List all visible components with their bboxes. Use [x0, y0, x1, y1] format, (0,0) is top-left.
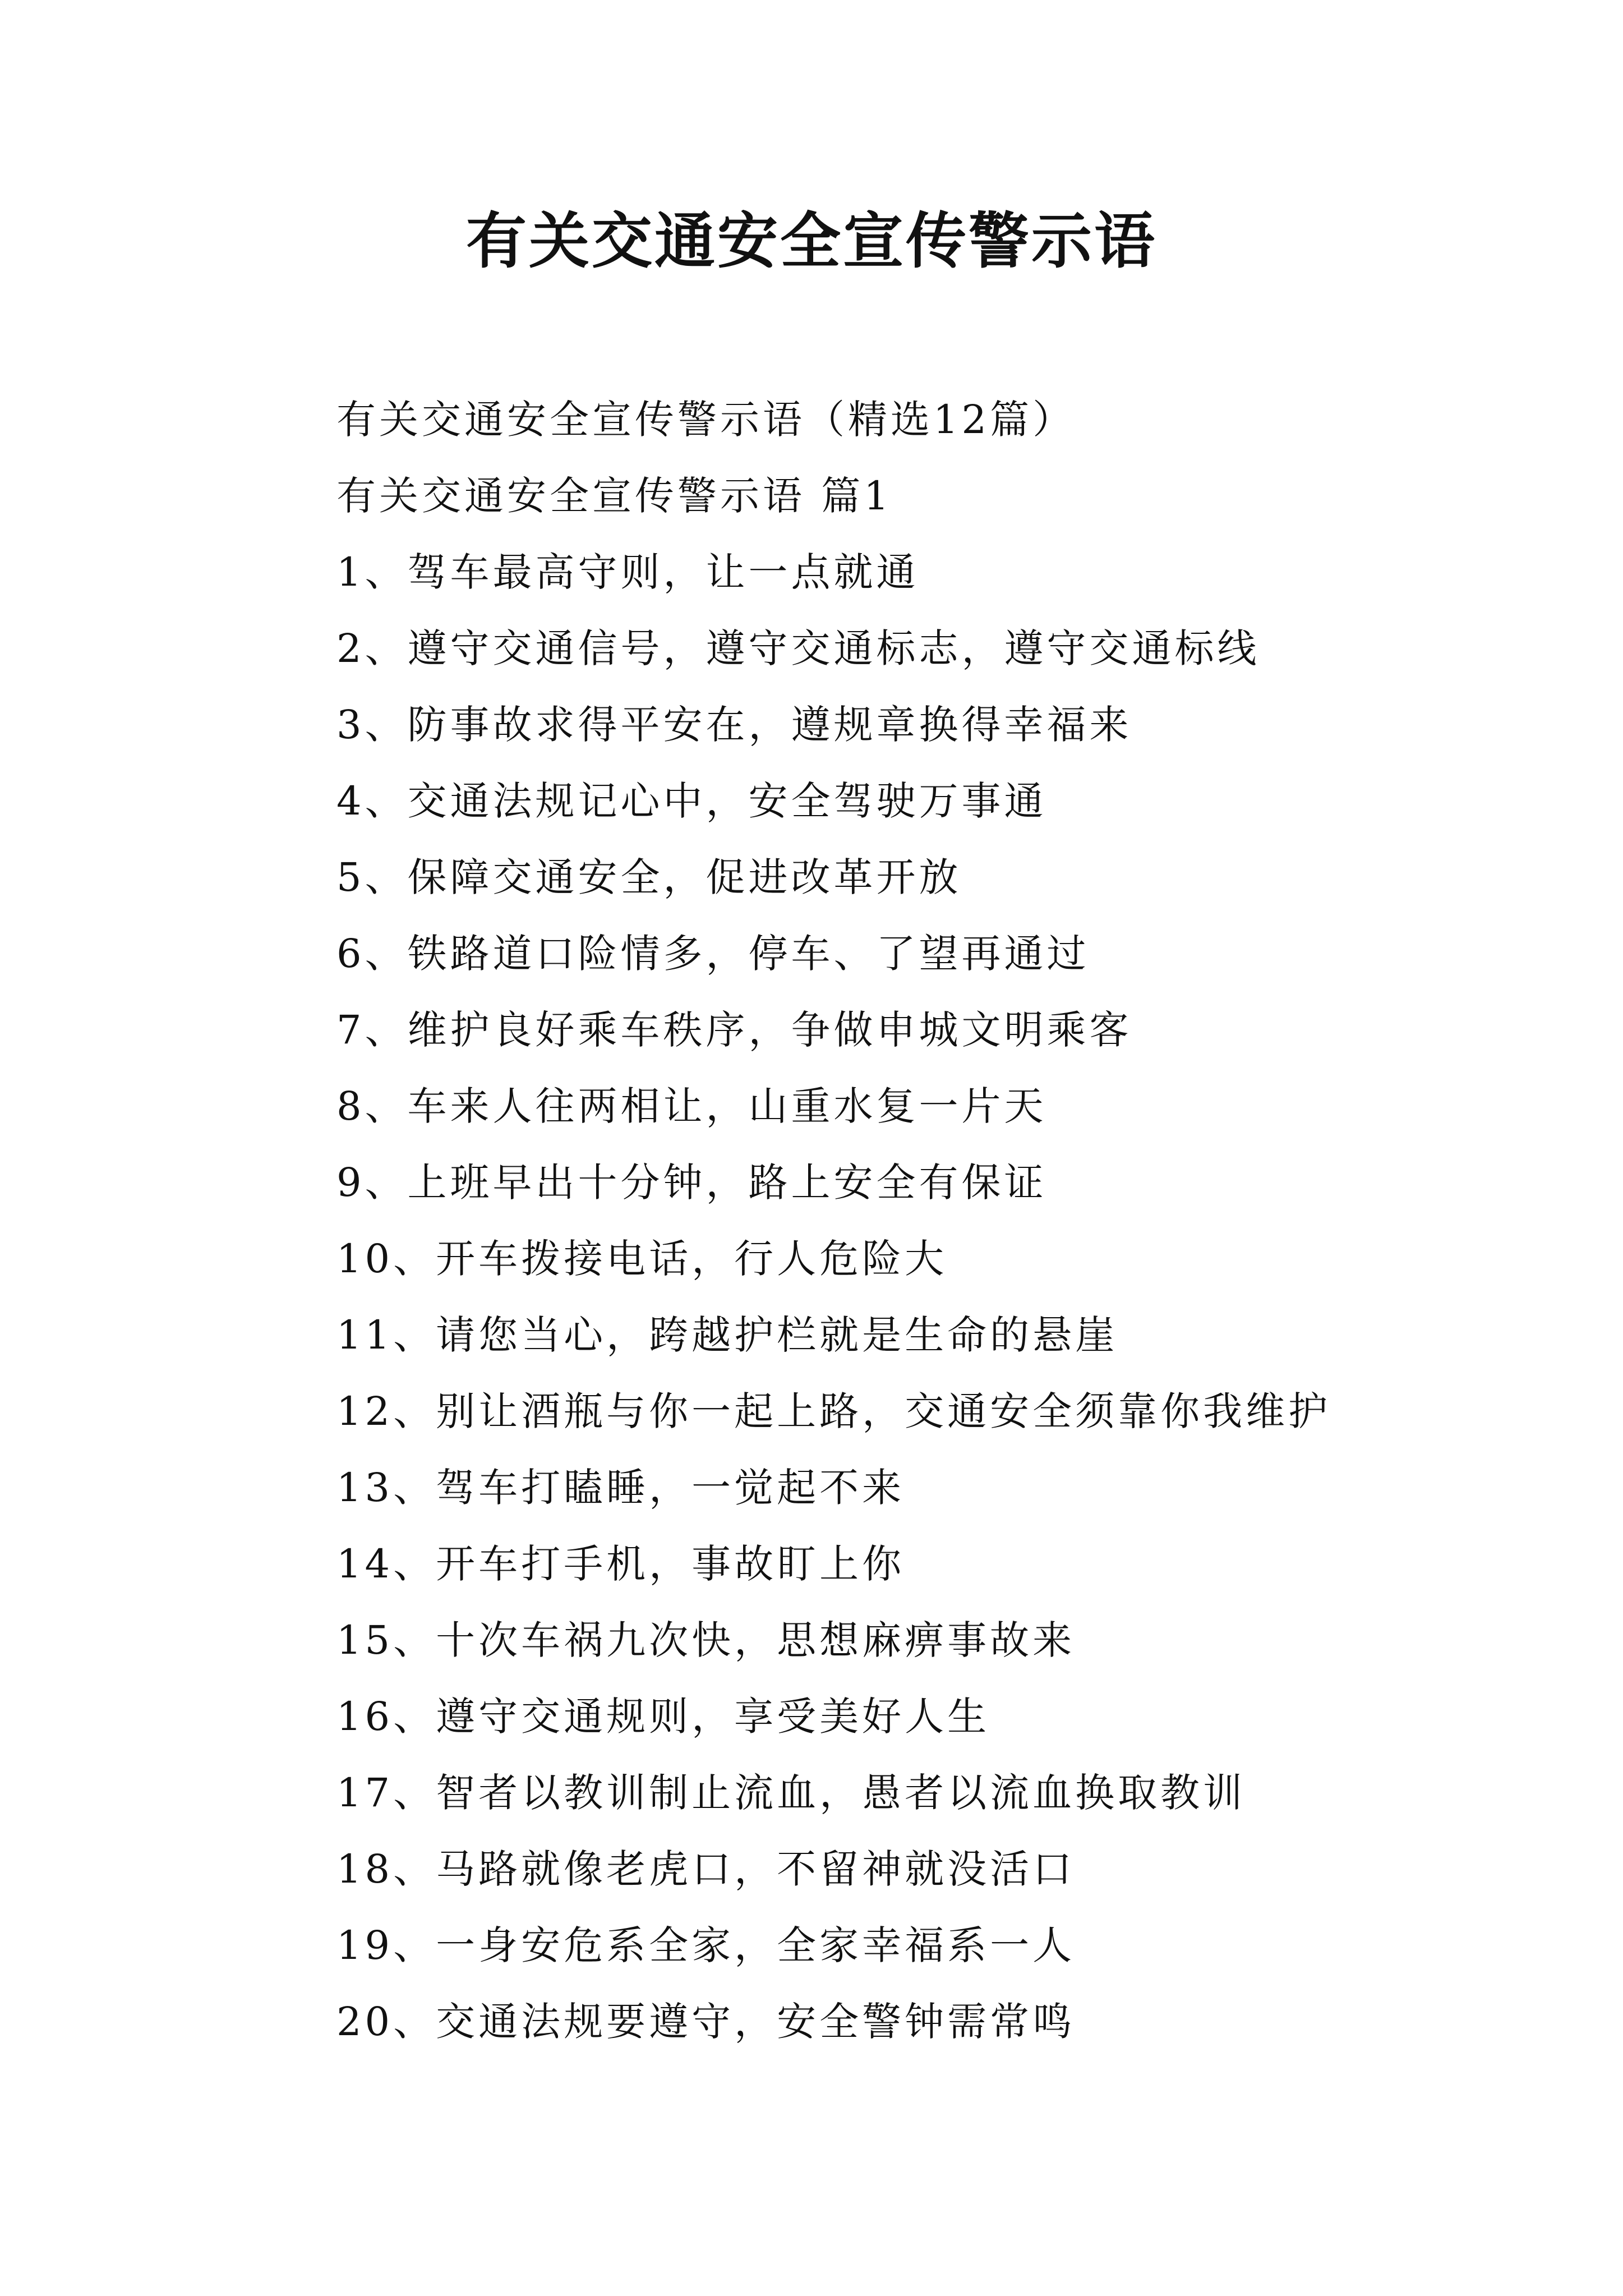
- list-item: 11、请您当心，跨越护栏就是生命的悬崖: [336, 1312, 1118, 1358]
- list-item: 19、一身安危系全家，全家幸福系一人: [336, 1922, 1076, 1968]
- document-body: [336, 381, 1514, 2060]
- list-item: 8、车来人往两相让，山重水复一片天: [336, 1083, 1047, 1129]
- list-item: 18、马路就像老虎口，不留神就没活口: [336, 1846, 1076, 1892]
- list-item: 12、别让酒瓶与你一起上路，交通安全须靠你我维护: [336, 1388, 1331, 1434]
- list-item: 6、铁路道口险情多，停车、了望再通过: [336, 931, 1090, 977]
- section-heading: 有关交通安全宣传警示语 篇1: [336, 473, 892, 519]
- list-item: 5、保障交通安全，促进改革开放: [336, 854, 962, 900]
- list-item: 2、遵守交通信号，遵守交通标志，遵守交通标线: [336, 625, 1260, 671]
- list-item: 15、十次车祸九次快，思想麻痹事故来: [336, 1617, 1076, 1663]
- list-item: 17、智者以教训制止流血，愚者以流血换取教训: [336, 1770, 1246, 1816]
- list-item: 1、驾车最高守则，让一点就通: [336, 549, 919, 595]
- list-item: 10、开车拨接电话，行人危险大: [336, 1236, 948, 1282]
- list-item: 13、驾车打瞌睡，一觉起不来: [336, 1465, 905, 1511]
- list-item: 3、防事故求得平安在，遵规章换得幸福来: [336, 702, 1132, 748]
- list-item: 14、开车打手机，事故盯上你: [336, 1541, 905, 1587]
- list-item: 16、遵守交通规则，享受美好人生: [336, 1694, 990, 1740]
- list-item: 7、维护良好乘车秩序，争做申城文明乘客: [336, 1007, 1132, 1053]
- page-title: 有关交通安全宣传警示语: [465, 206, 1157, 277]
- list-item: 4、交通法规记心中，安全驾驶万事通: [336, 778, 1047, 824]
- subtitle: 有关交通安全宣传警示语（精选12篇）: [336, 397, 1076, 443]
- list-item: 20、交通法规要遵守，安全警钟需常鸣: [336, 1999, 1076, 2045]
- list-item: 9、上班早出十分钟，路上安全有保证: [336, 1159, 1047, 1205]
